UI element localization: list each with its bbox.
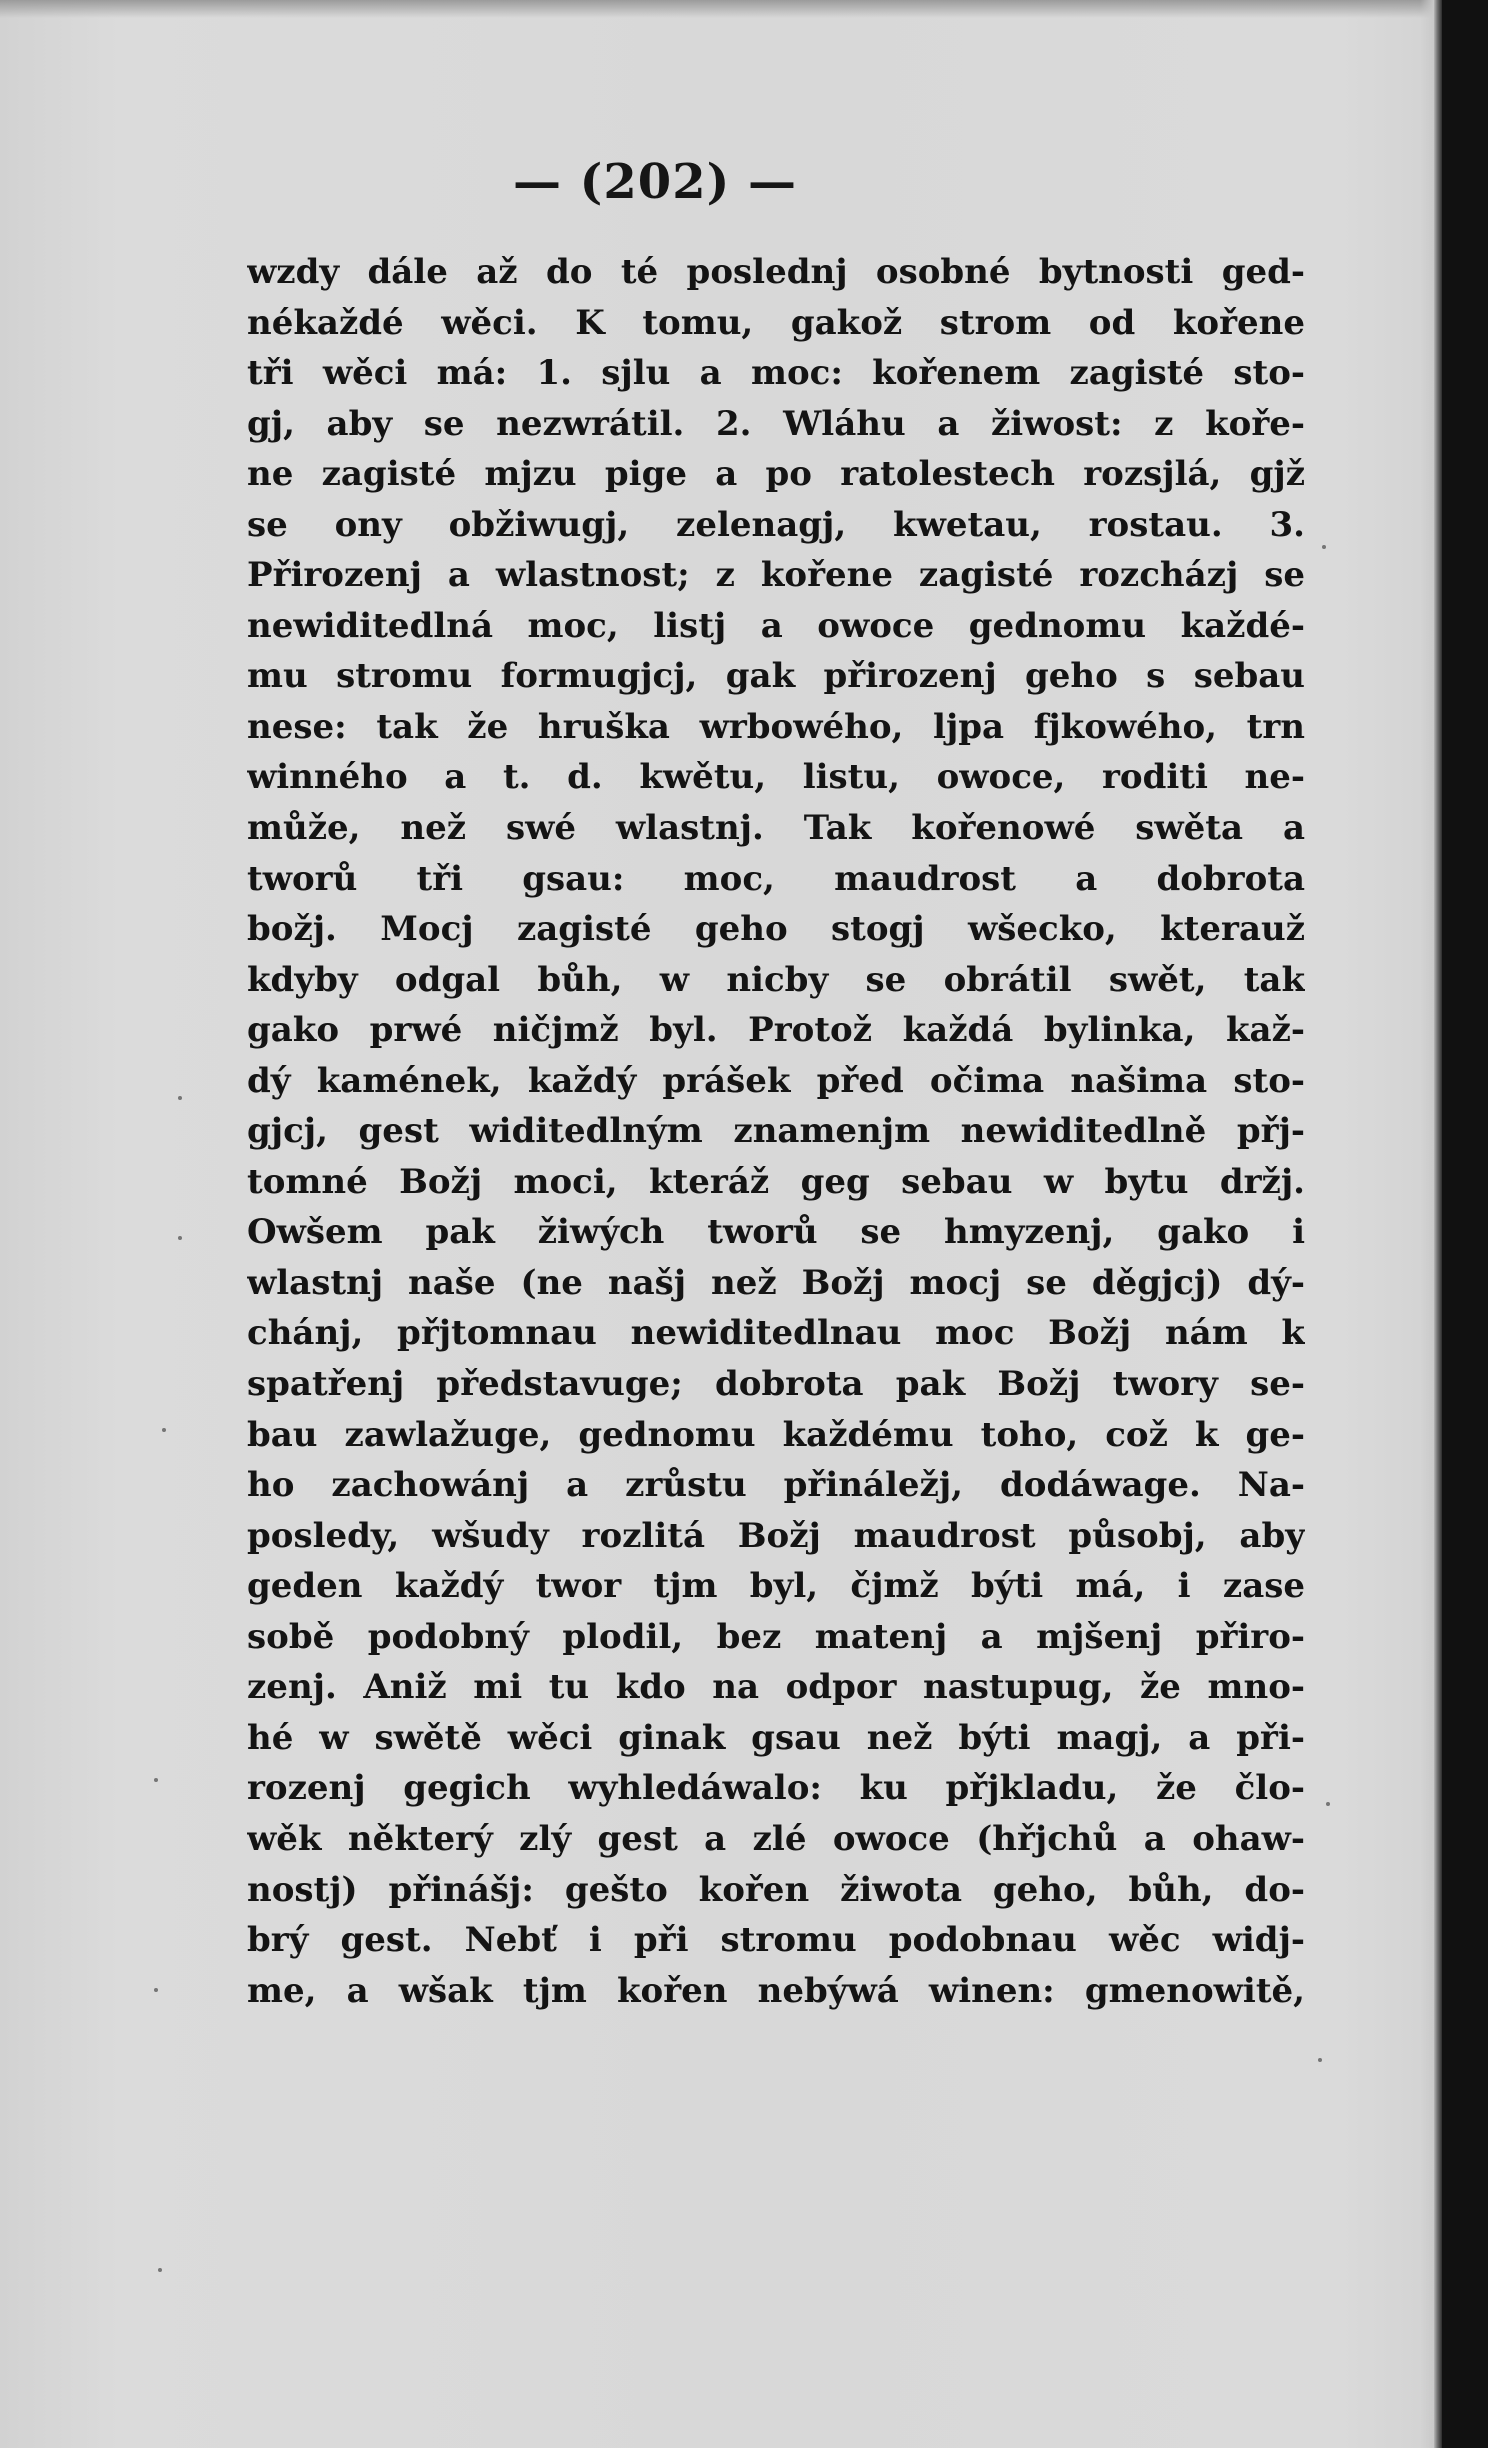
text-line-15: kdyby odgal bůh, w nicby se obrátil swět, tak: [247, 959, 1305, 1000]
text-line-5: ne zagisté mjzu pige a po ratolestech rozsjlá, gjž: [247, 454, 1305, 495]
text-line-10: nese: tak že hruška wrbowého, ljpa fjkowého, trn: [247, 706, 1305, 747]
text-line-6: se ony obžiwugj, zelenagj, kwetau, rostau. 3.: [247, 504, 1305, 545]
scan-speck: [162, 1428, 166, 1432]
scan-speck: [158, 2268, 162, 2272]
text-line-33: nostj) přinášj: gešto kořen žiwota geho, bůh, do-: [247, 1869, 1305, 1910]
text-line-22: chánj, přjtomnau newiditedlnau moc Božj nám k: [247, 1313, 1305, 1354]
text-line-25: ho zachowánj a zrůstu přináležj, dodáwage. Na-: [247, 1465, 1305, 1506]
scan-speck: [178, 1096, 182, 1100]
text-line-17: dý kamének, každý prášek před očima našima sto-: [247, 1060, 1305, 1101]
text-line-2: nékaždé wěci. K tomu, gakož strom od kořene: [247, 302, 1305, 343]
text-line-12: může, než swé wlastnj. Tak kořenowé swěta a: [247, 808, 1305, 849]
text-line-20: Owšem pak žiwých tworů se hmyzenj, gako i: [247, 1212, 1305, 1253]
text-line-11: winného a t. d. kwětu, listu, owoce, roditi ne-: [247, 757, 1305, 798]
text-line-35: me, a wšak tjm kořen nebýwá winen: gmenowitě,: [247, 1970, 1305, 2011]
text-line-34: brý gest. Nebť i při stromu podobnau wěc widj-: [247, 1920, 1305, 1961]
page-body-text: [247, 247, 1305, 2016]
text-line-26: posledy, wšudy rozlitá Božj maudrost působj, aby: [247, 1515, 1305, 1556]
page-number-header: — (202) —: [512, 154, 798, 210]
text-line-23: spatřenj představuge; dobrota pak Božj twory se-: [247, 1364, 1305, 1405]
text-line-28: sobě podobný plodil, bez matenj a mjšenj přiro-: [247, 1616, 1305, 1657]
scan-speck: [1322, 545, 1326, 549]
text-line-31: rozenj gegich wyhledáwalo: ku přjkladu, že člo-: [247, 1768, 1305, 1809]
text-line-24: bau zawlažuge, gednomu každému toho, což k ge-: [247, 1414, 1305, 1455]
text-line-27: geden každý twor tjm byl, čjmž býti má, i zase: [247, 1566, 1305, 1607]
text-line-13: tworů tři gsau: moc, maudrost a dobrota: [247, 858, 1305, 899]
page-right-fade: [1420, 0, 1434, 2448]
scan-speck: [154, 1988, 158, 1992]
scan-speck: [154, 1778, 158, 1782]
text-line-1: wzdy dále až do té poslednj osobné bytnosti ged-: [247, 252, 1305, 292]
page-right-edge: [1434, 0, 1442, 2448]
scan-dark-border: [1442, 0, 1488, 2448]
text-line-18: gjcj, gest widitedlným znamenjm newiditedlně přj-: [247, 1111, 1305, 1152]
scan-speck: [1326, 1802, 1330, 1806]
text-line-8: newiditedlná moc, listj a owoce gednomu každé-: [247, 605, 1305, 646]
page-top-shadow: [0, 0, 1488, 18]
text-line-9: mu stromu formugjcj, gak přirozenj geho s sebau: [247, 656, 1305, 697]
text-line-29: zenj. Aniž mi tu kdo na odpor nastupug, že mno-: [247, 1667, 1305, 1708]
scan-speck: [1318, 2058, 1322, 2062]
text-line-32: wěk některý zlý gest a zlé owoce (hřjchů a ohaw-: [247, 1818, 1305, 1859]
text-line-21: wlastnj naše (ne našj než Božj mocj se děgjcj) dý-: [247, 1262, 1305, 1303]
text-line-7: Přirozenj a wlastnost; z kořene zagisté rozcházj se: [247, 555, 1305, 596]
text-line-4: gj, aby se nezwrátil. 2. Wláhu a žiwost: z koře-: [247, 403, 1305, 444]
text-line-16: gako prwé ničjmž byl. Protož každá bylinka, kaž-: [247, 1010, 1305, 1051]
text-line-30: hé w swětě wěci ginak gsau než býti magj, a při-: [247, 1717, 1305, 1758]
text-line-14: božj. Mocj zagisté geho stogj wšecko, kterauž: [247, 909, 1305, 950]
text-line-19: tomné Božj moci, kteráž geg sebau w bytu držj.: [247, 1161, 1305, 1202]
text-line-3: tři wěci má: 1. sjlu a moc: kořenem zagisté sto-: [247, 353, 1305, 394]
scan-speck: [178, 1236, 182, 1240]
